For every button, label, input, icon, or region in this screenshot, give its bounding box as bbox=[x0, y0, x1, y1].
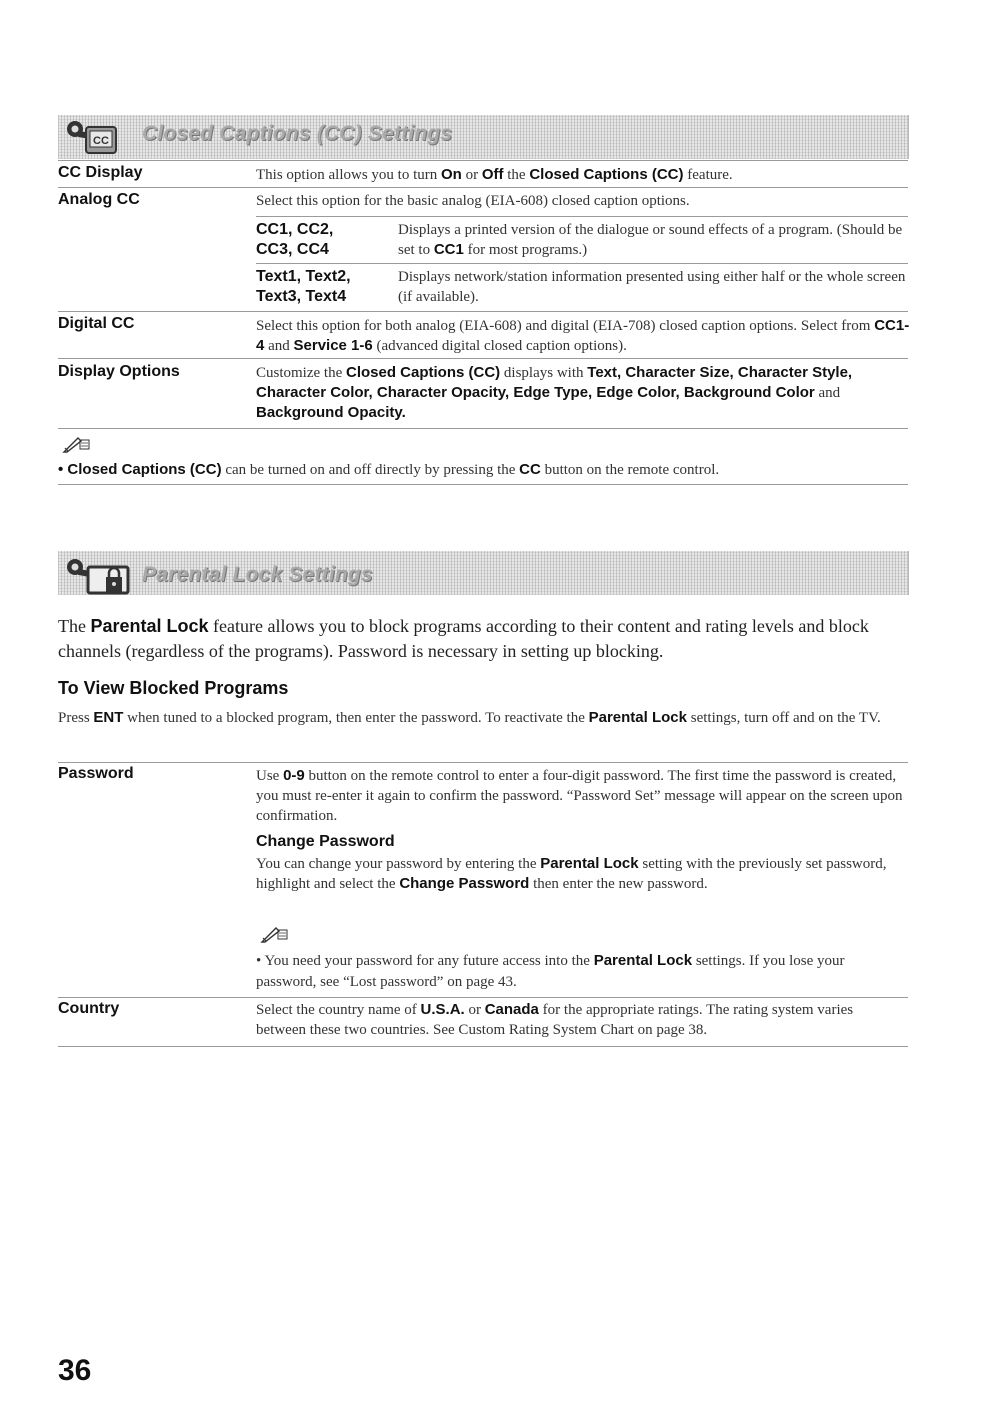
cc-settings-title: Closed Captions (CC) Settings bbox=[142, 122, 453, 145]
divider bbox=[58, 187, 908, 188]
note-pencil-icon bbox=[260, 924, 290, 944]
divider bbox=[58, 484, 908, 485]
digital-cc-label: Digital CC bbox=[58, 315, 135, 332]
closed-captions-icon bbox=[62, 117, 132, 157]
divider bbox=[256, 263, 908, 264]
divider bbox=[58, 762, 908, 763]
parental-lock-intro: The Parental Lock feature allows you to block programs according to their content and rating levels and block channels (regardless of the programs). Password is necessary in setting up blocking. bbox=[58, 616, 869, 661]
parental-lock-title: Parental Lock Settings bbox=[142, 563, 373, 586]
country-label: Country bbox=[58, 1000, 120, 1017]
analog-cc-text: Select this option for the basic analog (EIA-608) closed caption options. bbox=[256, 193, 690, 209]
parental-lock-icon bbox=[62, 553, 142, 597]
divider bbox=[58, 997, 908, 998]
note-pencil-icon bbox=[62, 434, 92, 454]
divider bbox=[58, 160, 908, 161]
text1-text4-description: Displays network/station information presented using either half or the whole screen (if available). bbox=[398, 269, 906, 305]
cc-icon-label: CC bbox=[93, 135, 109, 147]
change-password-text: You can change your password by entering the Parental Lock setting with the previously set password, highlight and select the Change Password then enter the new password. bbox=[256, 855, 887, 892]
display-options-label: Display Options bbox=[58, 363, 180, 380]
divider bbox=[58, 1046, 908, 1047]
parental-lock-banner bbox=[58, 551, 909, 595]
cc-note-text: • Closed Captions (CC) can be turned on and off directly by pressing the CC button on the remote control. bbox=[58, 461, 720, 478]
digital-cc-text: Select this option for both analog (EIA-608) and digital (EIA-708) closed caption options. Select from CC1-4 and Service 1-6 (advanced digital closed caption options). bbox=[256, 317, 910, 354]
display-options-text: Customize the Closed Captions (CC) displays with Text, Character Size, Character Style, Character Color, Character Opacity, Edge Type, Edge Color, Background Color and Background Opacity. bbox=[256, 364, 853, 421]
cc-settings-banner bbox=[58, 115, 909, 159]
divider bbox=[58, 311, 908, 312]
password-label: Password bbox=[58, 765, 134, 782]
cc-display-label: CC Display bbox=[58, 164, 143, 181]
cc1-cc4-description: Displays a printed version of the dialogue or sound effects of a program. (Should be set to CC1 for most programs.) bbox=[398, 222, 903, 258]
change-password-heading: Change Password bbox=[256, 833, 395, 850]
cc1-cc4-label: CC1, CC2, CC3, CC4 bbox=[256, 221, 334, 258]
password-note-text: • You need your password for any future access into the Parental Lock settings. If you lose your password, see “Lost password” on page 43. bbox=[256, 952, 845, 990]
cc-display-text: This option allows you to turn On or Off the Closed Captions (CC) feature. bbox=[256, 166, 733, 183]
divider bbox=[58, 428, 908, 429]
page-number: 36 bbox=[58, 1354, 92, 1387]
view-blocked-text: Press ENT when tuned to a blocked program, then enter the password. To reactivate the Parental Lock settings, turn off and on the TV. bbox=[58, 709, 881, 726]
divider bbox=[58, 358, 908, 359]
text1-text4-label: Text1, Text2, Text3, Text4 bbox=[256, 268, 351, 305]
analog-cc-label: Analog CC bbox=[58, 191, 140, 208]
divider bbox=[256, 216, 908, 217]
view-blocked-heading: To View Blocked Programs bbox=[58, 678, 289, 698]
country-text: Select the country name of U.S.A. or Canada for the appropriate ratings. The rating system varies between these two countries. See Custom Rating System Chart on page 38. bbox=[256, 1001, 854, 1038]
password-text: Use 0-9 button on the remote control to enter a four-digit password. The first time the password is created, you must re-enter it again to confirm the password. “Password Set” message will appear on the screen upon confirmation. bbox=[256, 767, 903, 824]
